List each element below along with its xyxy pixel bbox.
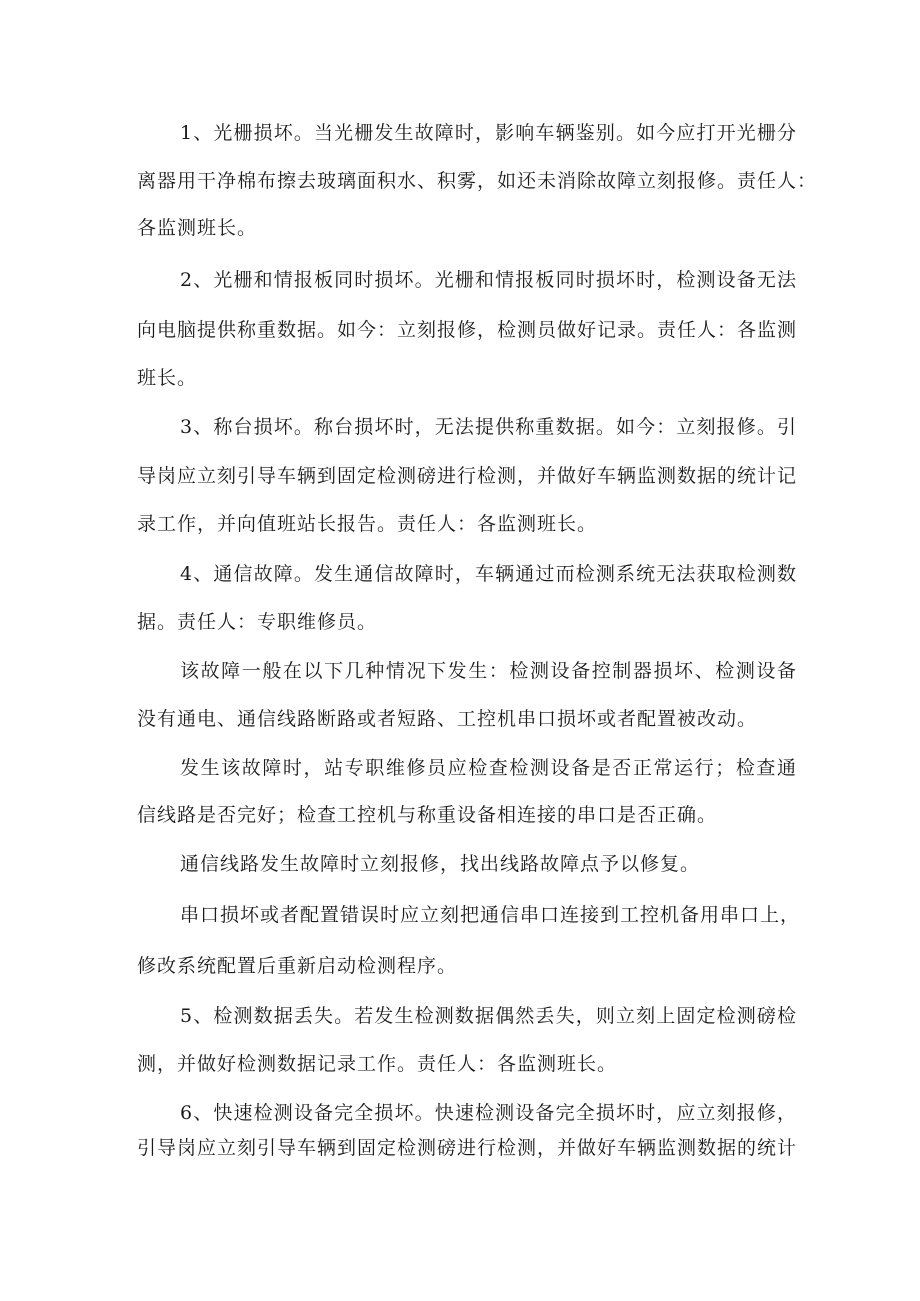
paragraph-1-line-1: 1、光栅损坏。当光栅发生故障时，影响车辆鉴别。如今应打开光栅分 — [180, 122, 797, 144]
paragraph-10-line-1: 6、快速检测设备完全损坏。快速检测设备完全损坏时，应立刻报修， — [180, 1102, 797, 1124]
paragraph-2-line-3: 班长。 — [137, 367, 198, 389]
paragraph-4-line-1: 4、通信故障。发生通信故障时，车辆通过而检测系统无法获取检测数 — [180, 563, 797, 585]
paragraph-2-line-1: 2、光栅和情报板同时损坏。光栅和情报板同时损坏时，检测设备无法 — [180, 269, 797, 291]
paragraph-10-line-2: 引导岗应立刻引导车辆到固定检测磅进行检测，并做好车辆监测数据的统计 — [137, 1137, 798, 1159]
paragraph-3-line-2: 导岗应立刻引导车辆到固定检测磅进行检测，并做好车辆监测数据的统计记 — [137, 465, 798, 487]
paragraph-5-line-2: 没有通电、通信线路断路或者短路、工控机串口损坏或者配置被改动。 — [137, 708, 758, 730]
paragraph-7-line-1: 通信线路发生故障时立刻报修，找出线路故障点予以修复。 — [180, 853, 701, 875]
paragraph-5-line-1: 该故障一般在以下几种情况下发生：检测设备控制器损坏、检测设备 — [180, 660, 797, 682]
paragraph-2-line-2: 向电脑提供称重数据。如今：立刻报修，检测员做好记录。责任人：各监测 — [137, 319, 798, 341]
paragraph-9-line-2: 测，并做好检测数据记录工作。责任人：各监测班长。 — [137, 1053, 618, 1075]
paragraph-3-line-1: 3、称台损坏。称台损坏时，无法提供称重数据。如今：立刻报修。引 — [180, 416, 797, 438]
paragraph-3-line-3: 录工作，并向值班站长报告。责任人：各监测班长。 — [137, 513, 598, 535]
paragraph-6-line-2: 信线路是否完好；检查工控机与称重设备相连接的串口是否正确。 — [137, 804, 718, 826]
paragraph-8-line-1: 串口损坏或者配置错误时应立刻把通信串口连接到工控机备用串口上， — [180, 904, 801, 926]
paragraph-8-line-2: 修改系统配置后重新启动检测程序。 — [137, 955, 458, 977]
paragraph-9-line-1: 5、检测数据丢失。若发生检测数据偶然丢失，则立刻上固定检测磅检 — [180, 1005, 797, 1027]
paragraph-1-line-2: 离器用干净棉布擦去玻璃面积水、积雾，如还未消除故障立刻报修。责任人： — [137, 170, 818, 192]
paragraph-1-line-3: 各监测班长。 — [137, 217, 258, 239]
paragraph-4-line-2: 据。责任人：专职维修员。 — [137, 611, 378, 633]
paragraph-6-line-1: 发生该故障时，站专职维修员应检查检测设备是否正常运行；检查通 — [180, 757, 797, 779]
